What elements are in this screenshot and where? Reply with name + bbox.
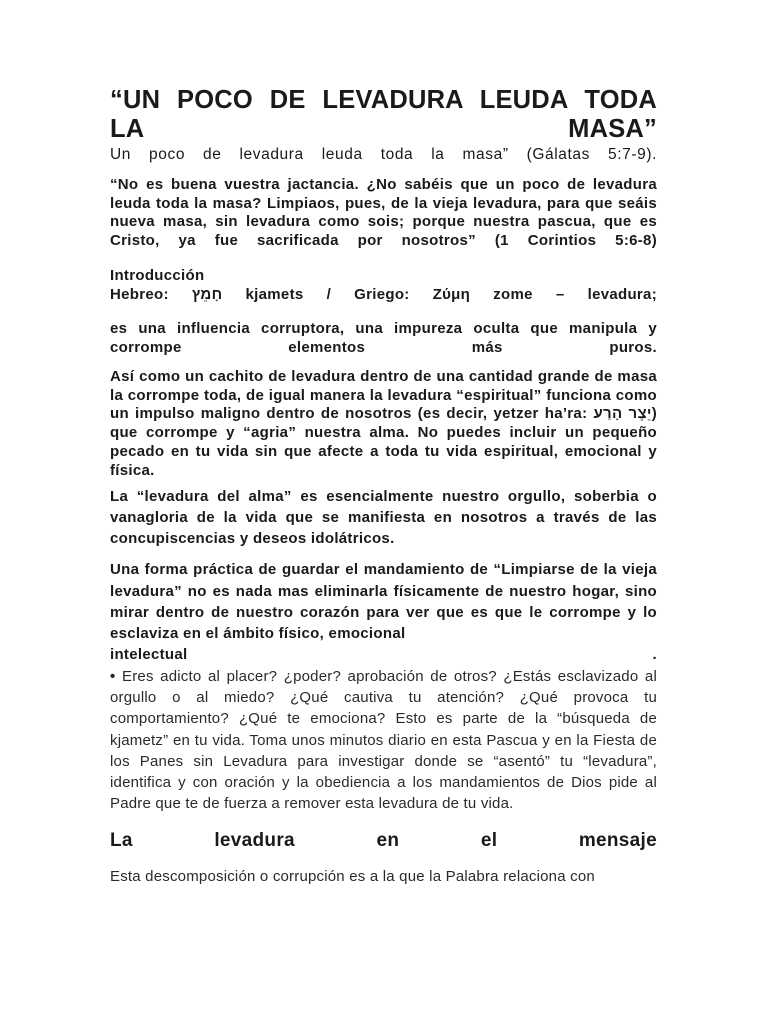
document-page <box>110 86 657 887</box>
subtitle-verse: Un poco de levadura leuda toda la masa” (Gálatas 5:7-9). <box>110 146 657 163</box>
paragraph-questions <box>110 666 657 815</box>
document-title <box>110 86 657 144</box>
intro-heading: Introducción <box>110 267 205 284</box>
title-line-2: LA MASA” <box>110 115 657 143</box>
paragraph-practical-way-text: Una forma práctica de guardar el mandamiento de “Limpiarse de la vieja levadura” no es nada mas eliminarla físicamente de nuestro hogar, sino mirar dentro de nuestro corazón para ver que es que le corrompe y lo esclaviza en el ámbito físico, emocional <box>110 561 657 643</box>
word-intelectual: intelectual <box>110 646 188 664</box>
end-period: . <box>652 646 657 664</box>
paragraph-leaven-analogy: Así como un cachito de levadura dentro de una cantidad grande de masa la corrompe toda, de igual manera la levadura “espiritual” funciona como un impulso maligno dentro de nosotros (es decir, yetzer ha’ra: יֵצֶר הָרַע) que corrompe y “agria” nuestra alma. No puedes incluir un pequeño pecado en tu vida sin que afecte a toda tu vida espiritual, emocional y física. <box>110 368 658 479</box>
paragraph-soul-leaven: La “levadura del alma” es esencialmente nuestro orgullo, soberbia o vanagloria de la vida que se manifiesta en nosotros a través de las concupiscencias y deseos idolátricos. <box>110 488 657 548</box>
paragraph-last: Esta descomposición o corrupción es a la que la Palabra relaciona con <box>110 867 595 885</box>
paragraph-questions-text: Eres adicto al placer? ¿poder? aprobación de otros? ¿Estás esclavizado al orgullo o al miedo? ¿Qué cautiva tu atención? ¿Qué provoca tu comportamiento? ¿Qué te emociona? Esto es parte de la “búsqueda de kjametz” en tu vida. Toma unos minutos diario en esta Pascua y en la Fiesta de los Panes sin Levadura para investigar donde se “asentó” tu “levadura”, identifica y con oración y la obediencia a los mandamientos de Dios pide al Padre que te de fuerza a remover esta levadura de tu vida. <box>110 667 657 813</box>
paragraph-practical-way <box>110 559 657 665</box>
paragraph-corruptive-influence: es una influencia corruptora, una impureza oculta que manipula y corrompe elementos más puros. <box>110 320 657 356</box>
intro-hebrew-line: Hebreo: חָמֵץ kjamets / Griego: Ζύμη zome – levadura; <box>110 286 657 303</box>
section-heading: La levadura en el mensaje <box>110 829 657 851</box>
scripture-quote: “No es buena vuestra jactancia. ¿No sabéis que un poco de levadura leuda toda la masa? Limpiaos, pues, de la vieja levadura, para que seáis nueva masa, sin levadura como sois; porque nuestra pascua, que es Cristo, ya fue sacrificada por nosotros” (1 Corintios 5:6-8) <box>110 176 657 249</box>
paragraph-practical-way-end <box>110 644 657 665</box>
bullet-icon: • <box>110 667 116 685</box>
title-line-1: “UN POCO DE LEVADURA LEUDA TODA <box>110 86 657 114</box>
